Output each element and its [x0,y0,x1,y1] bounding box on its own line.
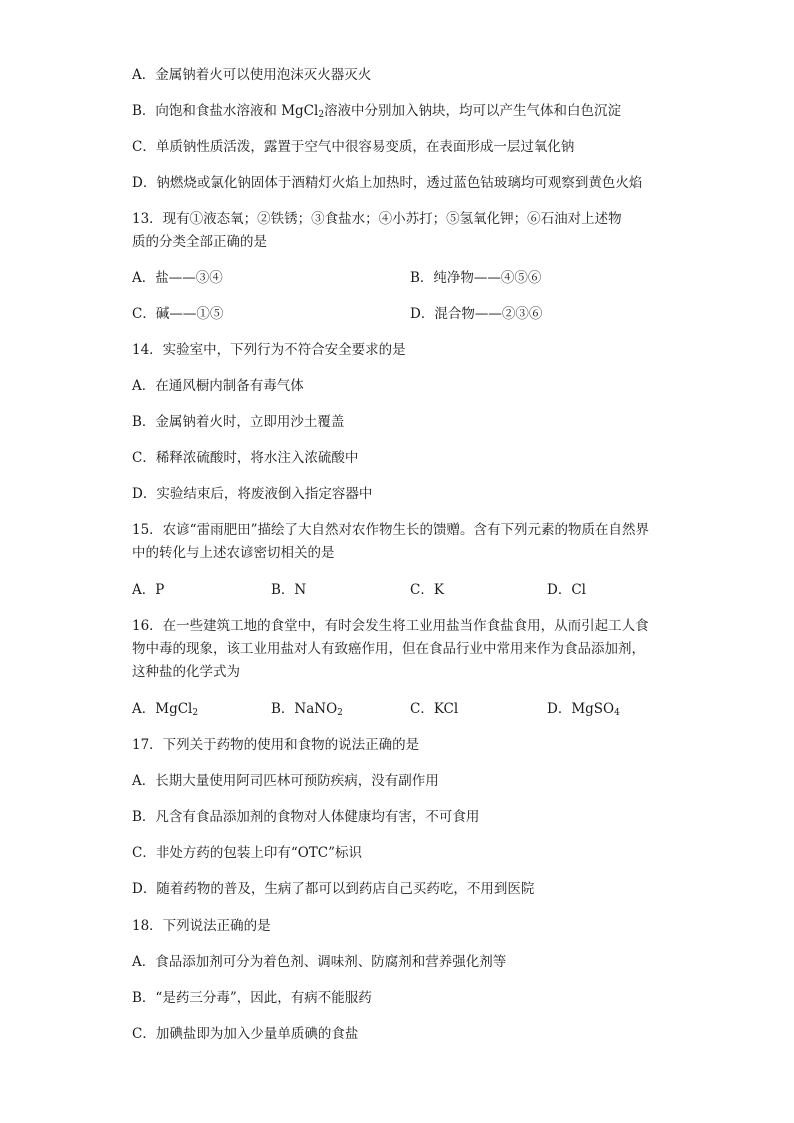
q15-option-b: B．N [271,582,307,598]
q13-option-c: C．碱——①⑤ [132,306,224,322]
q12-option-a: A．金属钠着火可以使用泡沫灭火器灭火 [132,67,372,83]
q15-stem-line2: 中的转化与上述农谚密切相关的是 [132,545,335,561]
q13-option-d: D．混合物——②③⑥ [410,306,543,322]
q14-option-b: B．金属钠着火时，立即用沙土覆盖 [132,414,345,430]
q17-option-d: D．随着药物的普及，生病了都可以到药店自己买药吃，不用到医院 [132,881,535,897]
q14-stem: 14．实验室中，下列行为不符合安全要求的是 [132,342,406,358]
q14-option-a: A．在通风橱内制备有毒气体 [132,378,304,394]
q16-stem-line1: 16．在一些建筑工地的食堂中，有时会发生将工业用盐当作食盐食用，从而引起工人食 [132,618,649,634]
q15-options-row [132,578,692,598]
q16-stem-line3: 这种盐的化学式为 [132,664,240,680]
q16-options-row [132,697,692,717]
q13-option-b: B．纯净物——④⑤⑥ [410,270,542,286]
q13-option-a: A．盐——③④ [132,270,223,286]
q15-option-c: C．K [410,582,444,598]
q13-options-row1 [132,266,692,286]
q17-option-c: C．非处方药的包装上印有“OTC”标识 [132,845,363,861]
q12-option-c: C．单质钠性质活泼，露置于空气中很容易变质，在表面形成一层过氧化钠 [132,139,575,155]
q13-stem-line2: 质的分类全部正确的是 [132,234,267,250]
q15-option-d: D．Cl [547,582,586,598]
q16-option-c: C．KCl [410,701,459,717]
q15-stem-line1: 15．农谚“雷雨肥田”描绘了大自然对农作物生长的馈赠。含有下列元素的物质在自然界 [132,522,649,538]
q18-option-b: B．“是药三分毒”，因此，有病不能服药 [132,990,372,1006]
q17-stem: 17．下列关于药物的使用和食物的说法正确的是 [132,737,420,753]
q12-option-b: B．向饱和食盐水溶液和 MgCl$_2$溶液中分别加入钠块，均可以产生气体和白色沉淀 [132,103,622,120]
q16-stem-line2: 物中毒的现象，该工业用盐对人有致癌作用，但在食品行业中常用来作为食品添加剂， [132,641,645,657]
q15-option-a: A．P [132,582,165,598]
q13-stem-line1: 13．现有①液态氧；②铁锈；③食盐水；④小苏打；⑤氢氧化钾；⑥石油对上述物 [132,211,622,227]
q16-option-d: D．MgSO$_4$ [547,701,620,718]
q17-option-a: A．长期大量使用阿司匹林可预防疾病，没有副作用 [132,773,439,789]
q18-option-a: A．食品添加剂可分为着色剂、调味剂、防腐剂和营养强化剂等 [132,954,507,970]
q13-options-row2 [132,302,692,322]
q17-option-b: B．凡含有食品添加剂的食物对人体健康均有害，不可食用 [132,809,480,825]
q18-option-c: C．加碘盐即为加入少量单质碘的食盐 [132,1026,359,1042]
q14-option-c: C．稀释浓硫酸时，将水注入浓硫酸中 [132,450,359,466]
q18-stem: 18．下列说法正确的是 [132,918,271,934]
q14-option-d: D．实验结束后，将废液倒入指定容器中 [132,486,373,502]
q16-option-b: B．NaNO$_2$ [271,701,343,718]
q16-option-a: A．MgCl$_2$ [132,701,199,718]
q12-option-d: D．钠燃烧或氯化钠固体于酒精灯火焰上加热时，透过蓝色钴玻璃均可观察到黄色火焰 [132,175,643,191]
